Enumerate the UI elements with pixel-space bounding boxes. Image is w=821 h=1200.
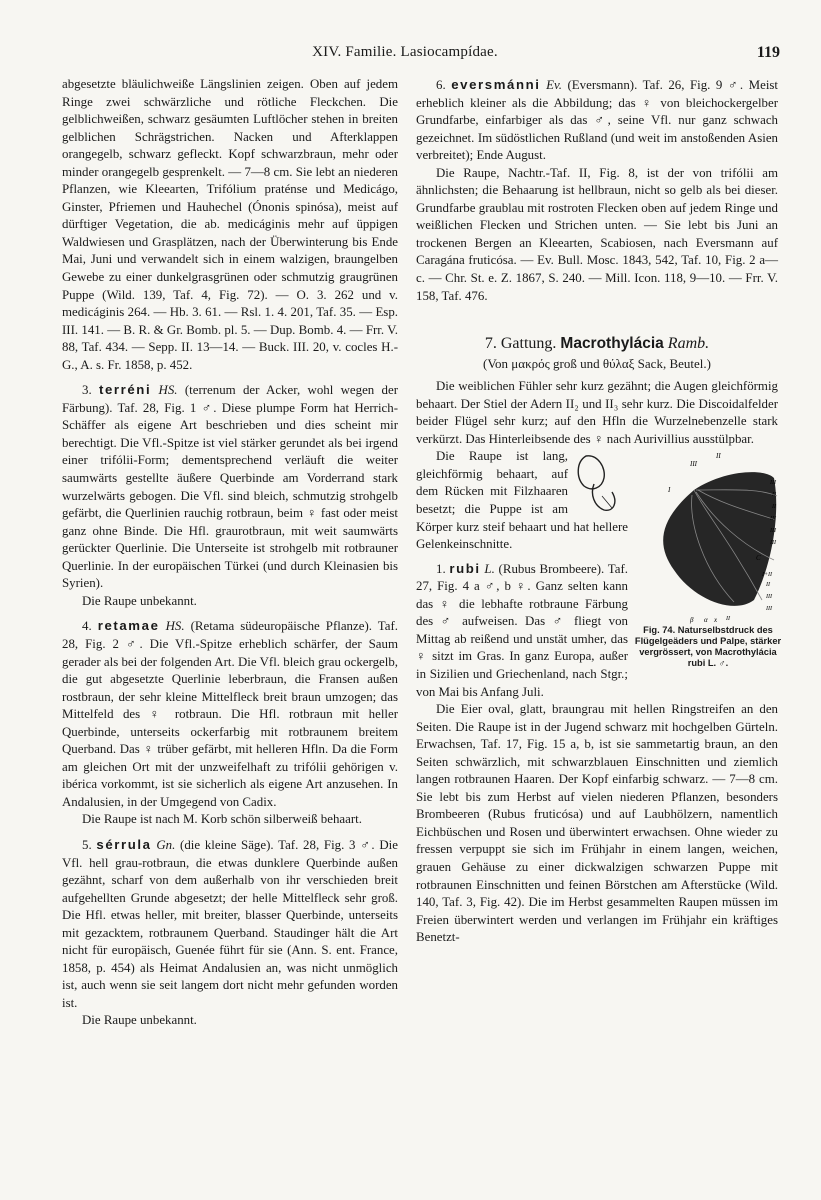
vein-label: I+II [762, 572, 773, 579]
genus-etymology: (Von μακρός groß und θύλαξ Sack, Beutel.) [483, 355, 711, 371]
vein-label: III [770, 540, 776, 547]
vein-label: α [704, 616, 708, 625]
right-column [416, 76, 782, 947]
species-author: Gn. [156, 837, 176, 852]
figure-caption: Fig. 74. Naturselbstdruck des Flügelgeäders und Palpe, stärker vergrössert, von Macrothylácia rubi L. ♂. [634, 625, 782, 669]
vein-label: II [766, 582, 770, 589]
species-description: (Retama südeuropäische Pflanze). Taf. 28, Fig. 2 ♂. Die Vfl.-Spitze erheblich schärfer, der Saum gerader als bei der folgenden Art. Die Vfl. bleich grau ockergelb, die gut abgesetzte Querlinie leberbraun, die Fransen außen rostbraun, der sehr kleine Mittelfleck breit braun umzogen; das Mittelfeld des ♀ rotbraun. Die Hfl. rotbraun mit heller Querbinde, unterseits ockerfarbig mit rotbraunem breitem Querband. Das ♀ trüber gefärbt, mit helleren Hfln. Da die Form am gleichen Ort mit der unzweifelhaft zu trifólii gehörigen v. ibérica vorkommt, ist sie sicherlich als eigene Art anzusehen. In Andalusien, in der Umgegend von Cadix. [62, 619, 398, 809]
species-name: rubi [449, 560, 481, 576]
wing-venation-figure [634, 450, 782, 625]
vein-label: III [766, 606, 772, 613]
figure-74 [634, 450, 782, 669]
vein-label: II [726, 616, 730, 623]
species-name: retamae [97, 618, 160, 634]
species-description: (Rubus Brombeere). Taf. 27, Fig. 4 a ♂, b ♀. Ganz selten kann das ♀ die lebhafte rotbraune Färbung des ♂ aufweisen. Das ♂ fliegt von Mittag ab reißend und unstät umher, das ♀ sitzt im Gras. In ganz Europa, außer in Sizilien und Griechenland, nach Stgr.; von Mai bis Anfang Juli. [416, 561, 628, 699]
vein-label: C [756, 554, 761, 563]
family-label: Lasiocampídae. [400, 44, 498, 60]
genus-paragraph-1 [416, 378, 778, 448]
terreni-raupe: Die Raupe unbekannt. [82, 593, 197, 608]
vein-label: III [770, 528, 776, 535]
running-header [30, 44, 780, 66]
vein-label: x [714, 616, 718, 625]
species-terreni [62, 381, 398, 593]
species-author: HS. [165, 619, 185, 634]
left-column [62, 76, 398, 1030]
species-name: terréni [98, 382, 152, 398]
species-number: 1. [436, 561, 446, 576]
genus-heading [416, 335, 778, 353]
vein-label: II [716, 452, 721, 461]
retamae-raupe: Die Raupe ist nach M. Korb schön silberweiß behaart. [82, 812, 362, 827]
species-serrula [62, 836, 398, 1012]
rubi-eier-raupe: Die Eier oval, glatt, braungrau mit hellen Ringstreifen an den Seiten. Die Raupe ist in der Jugend schwarz mit hochgelben Gürteln. Erwachsen, Taf. 17, Fig. 15 a, b, ist sie sammetartig braun, an den Seiten schwärzlich, mit schwarzblauen Einschnitten und ziemlich langen rotbraunen Haaren. Der Kopf einfarbig schwarz. — 7—8 cm. Sie lebt bis zum Herbst auf vielen niederen Pflanzen, besonders Brombeeren (Rubus fruticósa) und auf Laubhölzern, namentlich Eichbüschen und Rosen und überwintert erwachsen. Ohne wieder zu fressen verpuppt sie sich im Frühjahr in einem langen, weichen, grauen Gehäuse zu einer dickwalzigen schwarzen Puppe mit rotbraunen Einschnitten und feinen Börstchen am Afterstücke (Wild. 140, Taf. 3, Fig. 42). Die im Herbst gesammelten Raupen müssen im Freien überwintert werden und verlangen im Frühjahr ein kräftiges Benetzt- [416, 702, 778, 945]
palpus-illustration [572, 448, 620, 518]
vein-label: II [772, 492, 776, 499]
species-number: 3. [82, 383, 92, 398]
genus-text-2: Die Raupe ist lang, gleichförmig behaart, auf dem Rücken mit Filzhaaren besetzt; die Puppe ist am Körper kurz steif behaart und hat hellere Gelenkeinschnitte. [416, 449, 628, 552]
species-description: (die kleine Säge). Taf. 28, Fig. 3 ♂. Die Vfl. hell grau-rotbraun, die etwas dunklere Querbinde außen gezähnt, scharf von dem außerhalb von ihr verschieden breit aufgehellten Grunde abgesetzt; der helle Mittelfleck sehr groß. Die Hfl. etwas heller, mit breiter, blasser Querbinde, unterseits mit gezacktem, rotbraunem Querband. Staudinger hält die Art nicht für europäisch, Guenée führt für sie (Ann. S. ent. France, 1858, p. 454) als Heimat Andalusien an, was nicht unmöglich ist, auch wenn sie seit langem dort nicht mehr gefunden worden ist. [62, 837, 398, 1010]
genus-text-1: Die weiblichen Fühler sehr kurz gezähnt; die Augen gleichförmig behaart. Der Stiel der Adern II₂ und II₃ sehr kurz. Die Discoidalfelder beider Flügel sehr kurz; auf den Hfln die Wurzelnebenzelle stark verkürzt. Das Hinterleibsende des ♀ nach Aurivillius ausstülpbar. [416, 379, 778, 446]
species-name: eversmánni [451, 77, 541, 92]
genus-name: Macrothylácia [560, 335, 664, 353]
vein-label: III [770, 480, 776, 487]
vein-label: β [690, 616, 694, 625]
species-author: L. [484, 561, 495, 576]
vein-label: III [690, 460, 697, 469]
genus-number: 7. Gattung. [484, 335, 557, 353]
species-number: 6. [436, 78, 446, 92]
vein-label: I [668, 486, 671, 495]
running-title [30, 44, 780, 61]
species-number: 4. [82, 619, 92, 634]
vein-label: III [766, 594, 772, 601]
species-description: (terrenum der Acker, wohl wegen der Färbung). Taf. 28, Fig. 1 ♂. Diese plumpe Form hat Herrich-Schäffer als eigene Art beschrieben und dies scheint mir berechtigt. Die Vfl.-Spitze ist viel stärker gerundet als bei irgend einer trifólii-Form; dementsprechend verläuft die weiter saumwärts gestellte äußere Querbinde am Vorderrand stark wurzelwärts gebogen. Die Vfl. sind bleich, schmutzig strohgelb gefärbt, die Querlinien rauchig rotbraun, beim ♀ fast oder meist ganz ohne Binde. Die Hfl. graurotbraun, mit weit saumwärts gerückter Querlinie. Die Unterseite ist strohgelb mit rotbrauner Querlinie. In der europäischen Türkei (und durch Kleinasien bis Syrien). [62, 383, 398, 591]
species-description: (Eversmann). Taf. 26, Fig. 9 ♂. Meist erheblich kleiner als die Abbildung; das ♀ von bleichockergelber Grundfarbe, einfarbiger als das ♂, seine Vfl. nur ganz schwach gezeichnet. Im südöstlichen Rußland (und weit im anstoßenden Asien verbreitet); Ende August. [416, 78, 779, 163]
page-number: 119 [756, 44, 780, 61]
species-eversmanni [416, 76, 778, 165]
serrula-raupe: Die Raupe unbekannt. [82, 1013, 197, 1028]
hindwing-shape [663, 473, 776, 607]
vein-label: III [770, 516, 776, 523]
eversmanni-raupe: Die Raupe, Nachtr.-Taf. II, Fig. 8, ist der von trifólii am ähnlichsten; die Behaarung ist hellbraun, nicht so gelb als bei dieser. Grundfarbe graublau mit rostroten Flecken oben auf jedem Ringe und weißlichen Flecken und Strichen unten. — Sie lebt bis Juni an trockenen Bergen an Kleearten, Scabiosen, nach Eversmann auf Caragána fruticósa. — Ev. Bull. Mosc. 1843, 542, Taf. 10, Fig. 2 a—c. — Chr. St. e. Z. 1867, S. 240. — Mill. Icon. 118, 9—10. — Frr. V. 158, Taf. 476. [416, 165, 778, 303]
species-number: 5. [82, 837, 92, 852]
chapter-label: XIV. Familie. [312, 44, 397, 60]
species-retamae [62, 617, 398, 811]
species-author: HS. [158, 383, 178, 398]
genus-author: Ramb. [667, 335, 710, 353]
trifolii-continuation: abgesetzte bläulichweiße Längslinien zeigen. Oben auf jedem Ringe zwei schwärzliche und rötliche Fleckchen. Die gelblichweißen, schwarz gesäumten Luftlöcher stehen in breiten gelblichen Schrägstrichen. Nacken und Afterklappen orangegelb, schwarz gefleckt. Kopf schwarzbraun, mehr oder minder orangegelb gesprenkelt. — 7—8 cm. Sie lebt an niederen Pflanzen, wie Kleearten, Trifólium praténse und Medicágo, Ginster, Pfriemen und Hauhechel (Ónonis spinósa), meist auf dürftiger Vegetation, die ab. medicáginis mehr auf üppigen Waldwiesen und Grasplätzen, nach der Überwinterung bis Ende Mai, Juni und verwandelt sich in einem walzigen, braungelben Gewebe zu einer dunkelgrasgrünen oder schmutzig graugrünen Puppe (Wild. 139, Taf. 4, Fig. 72). — O. 3. 262 und v. medicáginis 264. — Hb. 3. 61. — Rsl. 1. 4. 201, Taf. 35. — Esp. III. 141. — B. R. & Gr. Bomb. pl. 5. — Dup. Bomb. 4. — Frr. V. 88, Taf. 434. — Sepp. II. 13—14. — Buck. III. 20, v. cocles H.-G., A. s. Fr. 1858, p. 452. [62, 77, 398, 372]
species-name: sérrula [96, 836, 152, 852]
vein-label: II [772, 504, 776, 511]
species-author: Ev. [546, 78, 562, 92]
